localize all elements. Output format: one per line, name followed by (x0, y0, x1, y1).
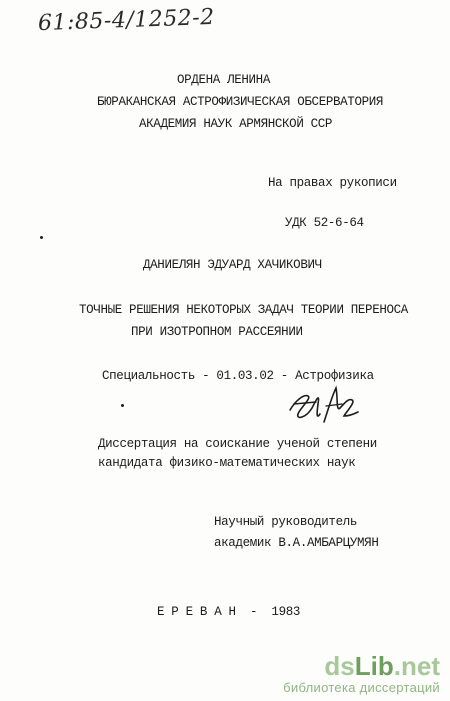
manuscript-rights-note: На правах рукописи (268, 176, 397, 190)
order-line: ОРДЕНА ЛЕНИНА (177, 73, 270, 87)
dslib-logo: dsLib.net (324, 651, 440, 681)
dslib-subtitle: библиотека диссертаций (283, 680, 440, 695)
thesis-title-line-2: ПРИ ИЗОТРОПНОМ РАССЕЯНИИ (131, 325, 303, 339)
dissertation-line-1: Диссертация на соискание ученой степени (98, 437, 377, 451)
advisor-name: академик В.А.АМБАРЦУМЯН (214, 536, 379, 550)
specialty-line: Специальность - 01.03.02 - Астрофизика (102, 369, 374, 383)
thesis-title-line-1: ТОЧНЫЕ РЕШЕНИЯ НЕКОТОРЫХ ЗАДАЧ ТЕОРИИ ПЕРЕНОСА (79, 303, 408, 317)
scan-speck (40, 236, 43, 239)
dslib-watermark (283, 652, 440, 695)
dissertation-line-2: кандидата физико-математических наук (98, 456, 356, 470)
observatory-line: БЮРАКАНСКАЯ АСТРОФИЗИЧЕСКАЯ ОБСЕРВАТОРИЯ (97, 95, 384, 109)
udk-code: УДК 52-6-64 (285, 216, 364, 230)
signature-image (286, 382, 360, 428)
author-name: ДАНИЕЛЯН ЭДУАРД ХАЧИКОВИЧ (143, 258, 322, 272)
handwritten-catalog-code: 61:85-4/1252-2 (37, 4, 216, 37)
city-and-year: Е Р Е В А Н - 1983 (157, 605, 301, 619)
scan-speck (121, 404, 124, 407)
advisor-title: Научный руководитель (214, 515, 358, 529)
academy-line: АКАДЕМИЯ НАУК АРМЯНСКОЙ ССР (139, 117, 333, 131)
